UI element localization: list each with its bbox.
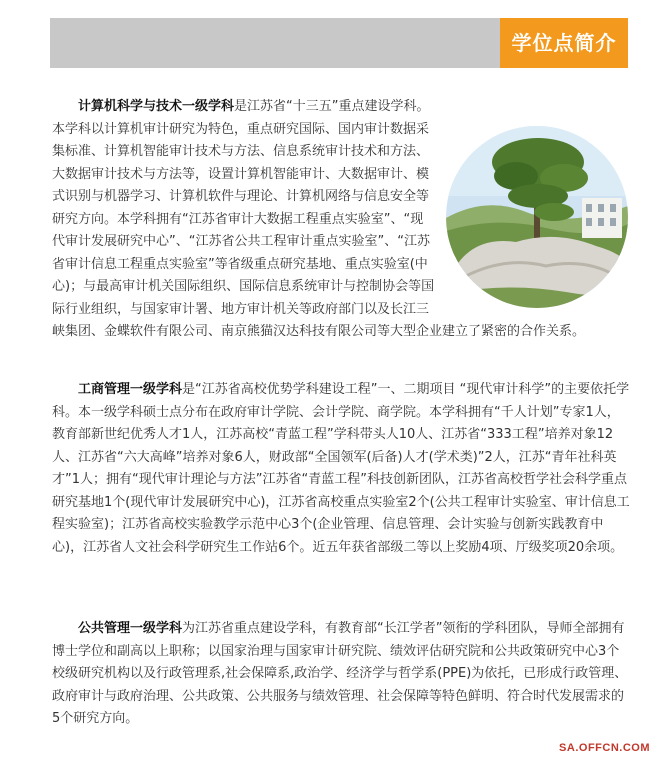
section-heading: 工商管理一级学科: [78, 382, 183, 397]
section-heading: 公共管理一级学科: [78, 621, 183, 636]
watermark: SA.OFFCN.COM: [559, 742, 650, 754]
photo-spacer: [442, 100, 632, 300]
section-business-admin: [52, 379, 632, 559]
section-body: 为江苏省重点建设学科，有教育部“长江学者”领衔的学科团队，导师全部拥有博士学位和副高以上职称；以国家治理与国家审计研究院、绩效评估研究院和公共政策研究中心3个校级研究机构以及行政管理系,社会保障系,政治学、经济学与哲学系(PPE)为依托，已形成行政管理、政府审计与政府治理、公共政策、公共服务与绩效管理、社会保障等特色鲜明、符合时代发展需求的5个研究方向。: [52, 621, 628, 726]
section-heading: 计算机科学与技术一级学科: [78, 99, 235, 114]
header-bar: [50, 18, 500, 68]
section-body: 是“江苏省高校优势学科建设工程”一、二期项目 “现代审计科学”的主要依托学科。本一级学科硕士点分布在政府审计学院、会计学院、商学院。本学科拥有“千人计划”专家1人，教育部新世纪优秀人才1人，江苏高校“青蓝工程”学科带头人10人、江苏省“333工程”培养对象12人、江苏省“六大高峰”培养对象6人，财政部“全国领军(后备)人才(学术类)”2人，江苏“青年社科英才”1人；拥有“现代审计理论与方法”江苏省“青蓝工程”科技创新团队，江苏省高校哲学社会科学重点研究基地1个(现代审计发展研究中心)，江苏省高校重点实验室2个(公共工程审计实验室、审计信息工程实验室)；江苏省高校实验教学示范中心3个(企业管理、信息管理、会计实验与创新实践教育中心)，江苏省人文社会科学研究生工作站6个。近五年获省部级二等以上奖励4项、厅级奖项20余项。: [52, 382, 630, 555]
section-body: 是江苏省“十三五”重点建设学科。本学科以计算机审计研究为特色，重点研究国际、国内审计数据采集标准、计算机智能审计技术与方法、信息系统审计技术和方法、大数据审计技术与方法等，设置计算机智能审计、大数据审计、模式识别与机器学习、计算机软件与理论、计算机网络与信息安全等研究方向。本学科拥有“江苏省审计大数据工程重点实验室”、“现代审计发展研究中心”、“江苏省公共工程审计重点实验室”、“江苏省审计信息工程重点实验室”等省级重点研究基地、重点实验室(中心)；与最高审计机关国际组织、国际信息系统审计与控制协会等国际行业组织，与国家审计署、地方审计机关等政府部门以及长江三峡集团、金蝶软件有限公司、南京熊猫汉达科技有限公司等大型企业建立了紧密的合作关系。: [52, 99, 586, 339]
section-public-admin: [52, 618, 632, 731]
section-computer-science: [52, 96, 632, 344]
header-title: 学位点简介: [500, 18, 628, 68]
